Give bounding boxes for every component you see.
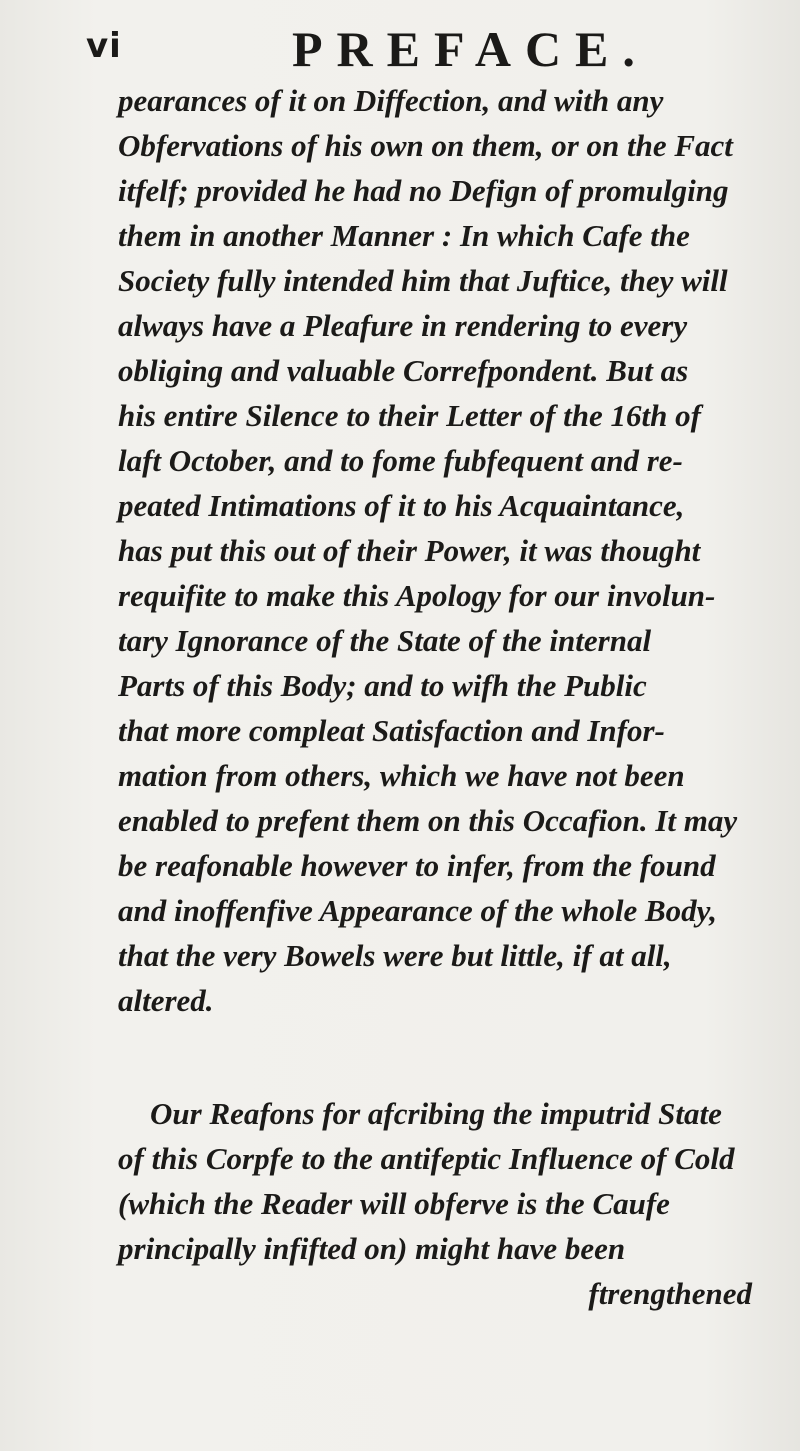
text-line: Parts of this Body; and to wifh the Public <box>118 668 647 703</box>
text-line: (which the Reader will obferve is the Caufe <box>118 1186 670 1221</box>
text-line: and inoffenfive Appearance of the whole Body, <box>118 893 718 928</box>
text-line: his entire Silence to their Letter of the 16th of <box>118 398 701 433</box>
text-line: tary Ignorance of the State of the internal <box>118 623 652 658</box>
text-line: Our Reafons for afcribing the imputrid State <box>150 1096 722 1131</box>
text-line: be reafonable however to infer, from the found <box>118 848 716 883</box>
page-header <box>86 20 746 82</box>
catchword: ftrengthened <box>588 1276 752 1311</box>
text-line: that more compleat Satisfaction and Infor- <box>118 713 665 748</box>
text-line: itfelf; provided he had no Defign of promulging <box>118 173 729 208</box>
text-line: of this Corpfe to the antifeptic Influence of Cold <box>118 1141 735 1176</box>
text-line: has put this out of their Power, it was thought <box>118 533 701 568</box>
text-line: enabled to prefent them on this Occafion. It may <box>118 803 738 838</box>
text-line: requifite to make this Apology for our involun- <box>118 578 716 613</box>
text-line: Society fully intended him that Juftice, they will <box>118 263 728 298</box>
text-line: laft October, and to fome fubfequent and re- <box>118 443 683 478</box>
text-line: them in another Manner : In which Cafe the <box>118 218 690 253</box>
text-line: Obfervations of his own on them, or on the Fact <box>118 128 733 163</box>
running-head: PREFACE. <box>292 21 649 77</box>
page-number: vi <box>86 26 122 66</box>
text-line: principally infifted on) might have been <box>118 1231 626 1266</box>
text-line: always have a Pleafure in rendering to every <box>118 308 688 343</box>
text-line: obliging and valuable Correfpondent. But as <box>118 353 689 388</box>
text-line: that the very Bowels were but little, if at all, <box>118 938 672 973</box>
text-line: mation from others, which we have not been <box>118 758 685 793</box>
text-line: pearances of it on Diffection, and with any <box>118 83 664 118</box>
text-line: altered. <box>118 983 214 1018</box>
text-line: peated Intimations of it to his Acquaintance, <box>118 488 685 523</box>
